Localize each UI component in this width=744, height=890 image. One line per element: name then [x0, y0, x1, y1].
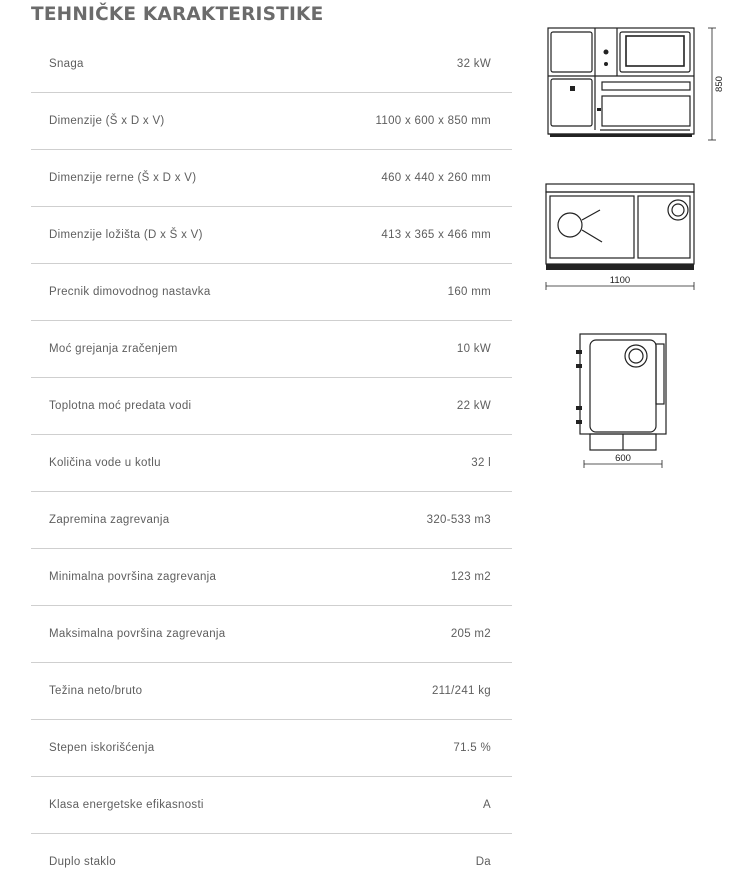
- section-title: TEHNIČKE KARAKTERISTIKE: [31, 4, 324, 25]
- spec-label: Precnik dimovodnog nastavka: [49, 286, 211, 298]
- spec-row: [31, 549, 512, 606]
- spec-row: [31, 36, 512, 93]
- spec-value: 10 kW: [456, 343, 491, 355]
- spec-value: Da: [475, 856, 491, 868]
- width-dimension-label: 1100: [609, 275, 631, 286]
- spec-value: 413 x 365 x 466 mm: [381, 229, 491, 241]
- spec-label: Maksimalna površina zagrevanja: [49, 628, 226, 640]
- spec-row: [31, 378, 512, 435]
- specs-table: [31, 36, 512, 890]
- spec-value: 1100 x 600 x 850 mm: [375, 115, 491, 127]
- stove-front-view-drawing: [540, 22, 730, 146]
- spec-value: 205 m2: [450, 628, 491, 640]
- spec-label: Stepen iskorišćenja: [49, 742, 155, 754]
- stove-side-view-drawing: [570, 330, 670, 470]
- spec-label: Zapremina zagrevanja: [49, 514, 170, 526]
- stove-top-view-drawing: [540, 180, 705, 292]
- spec-label: Dimenzije ložišta (D x Š x V): [49, 229, 203, 241]
- spec-label: Klasa energetske efikasnosti: [49, 799, 204, 811]
- spec-row: [31, 663, 512, 720]
- spec-value: 22 kW: [456, 400, 491, 412]
- spec-label: Težina neto/bruto: [49, 685, 143, 697]
- spec-row: [31, 606, 512, 663]
- spec-value: 320-533 m3: [426, 514, 491, 526]
- depth-dimension-label: 600: [615, 453, 631, 464]
- spec-row: [31, 435, 512, 492]
- spec-label: Dimenzije rerne (Š x D x V): [49, 172, 197, 184]
- spec-label: Snaga: [49, 58, 84, 70]
- spec-row: [31, 777, 512, 834]
- spec-row: [31, 492, 512, 549]
- spec-label: Dimenzije (Š x D x V): [49, 115, 165, 127]
- spec-row: [31, 207, 512, 264]
- spec-row: [31, 264, 512, 321]
- spec-value: 71.5 %: [453, 742, 491, 754]
- spec-row: [31, 150, 512, 207]
- spec-value: 460 x 440 x 260 mm: [381, 172, 491, 184]
- spec-row: [31, 720, 512, 777]
- spec-row: [31, 93, 512, 150]
- spec-label: Duplo staklo: [49, 856, 116, 868]
- spec-value: 32 kW: [456, 58, 491, 70]
- spec-label: Količina vode u kotlu: [49, 457, 161, 469]
- spec-value: 160 mm: [447, 286, 491, 298]
- spec-value: 123 m2: [450, 571, 491, 583]
- spec-label: Toplotna moć predata vodi: [49, 400, 192, 412]
- spec-label: Minimalna površina zagrevanja: [49, 571, 217, 583]
- spec-row: [31, 321, 512, 378]
- spec-value: A: [483, 799, 491, 811]
- spec-label: Moć grejanja zračenjem: [49, 343, 178, 355]
- spec-value: 32 l: [471, 457, 491, 469]
- height-dimension-label: 850: [714, 76, 725, 92]
- spec-value: 211/241 kg: [431, 685, 491, 697]
